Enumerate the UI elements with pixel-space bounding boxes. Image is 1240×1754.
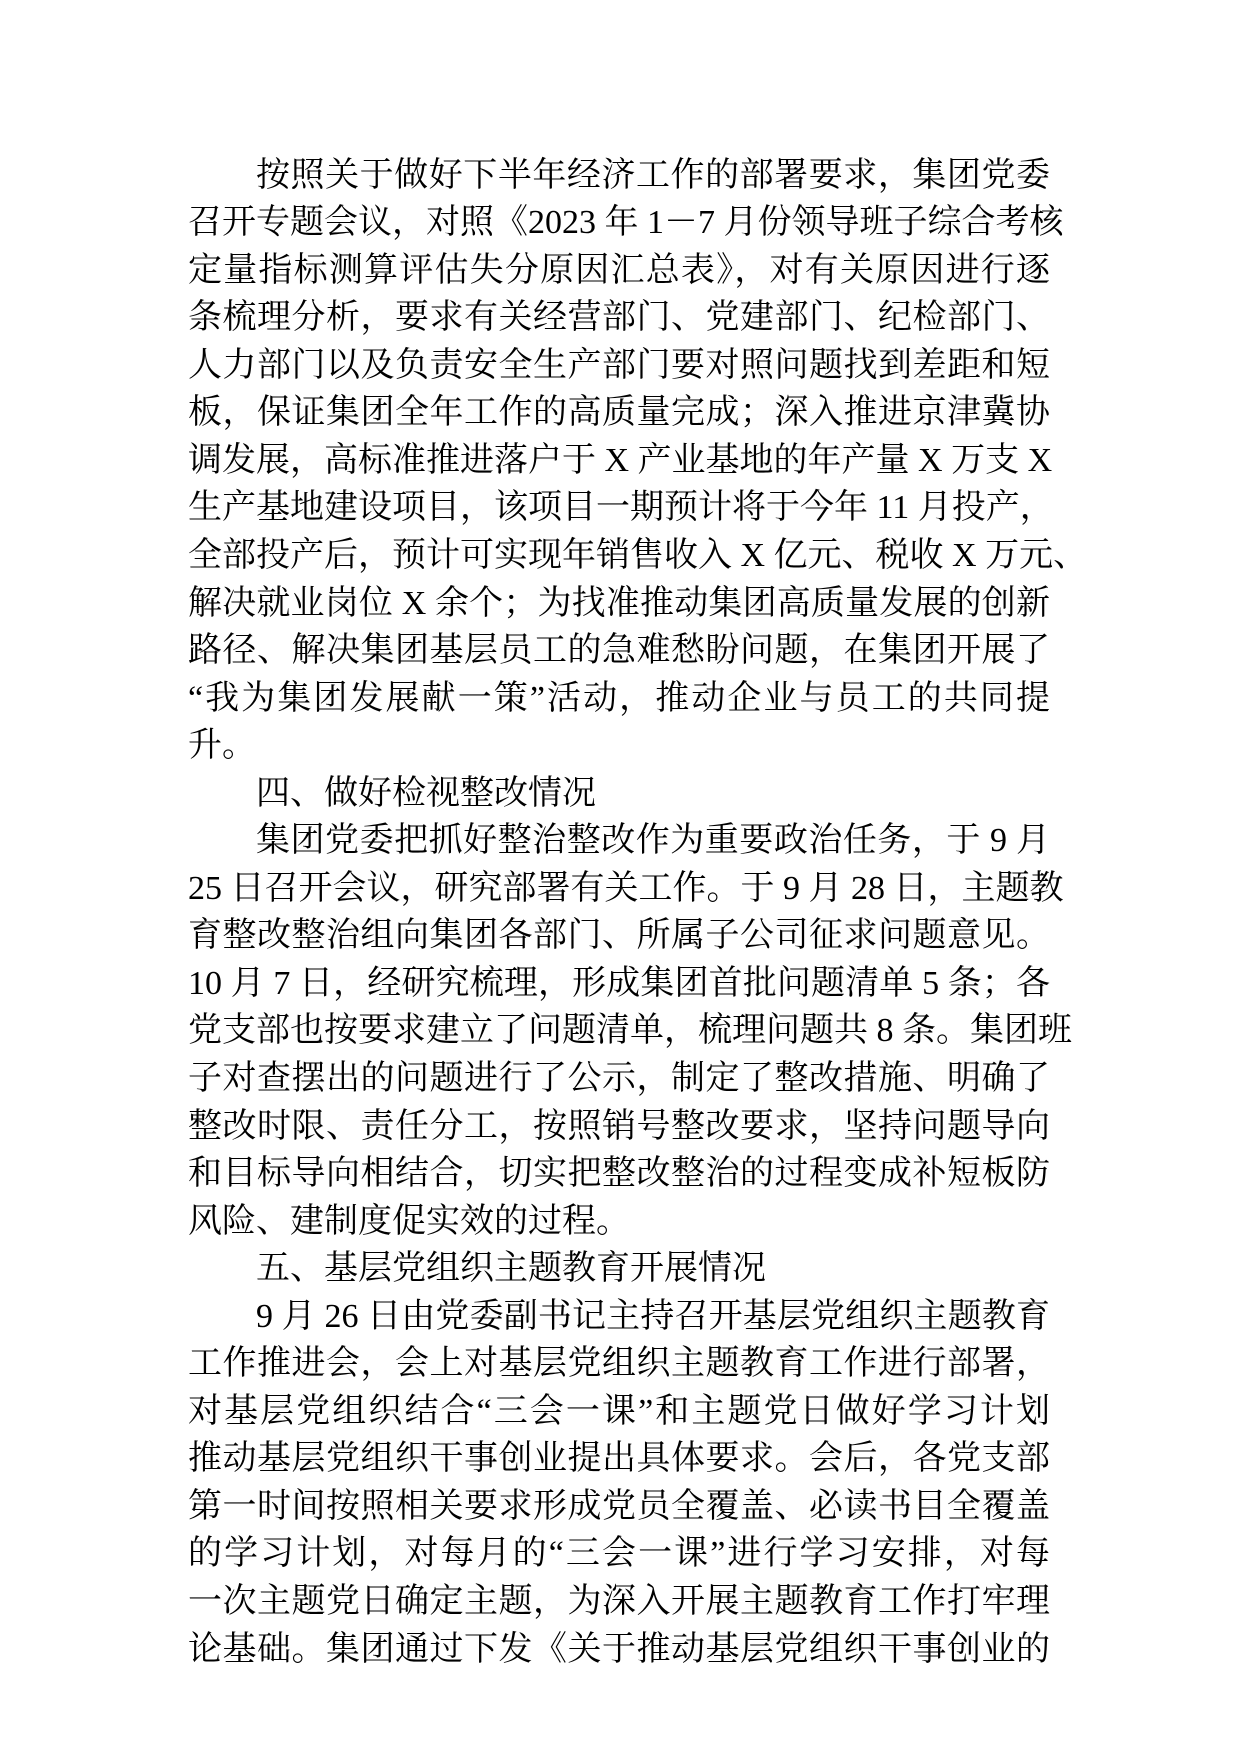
text-line: 全部投产后，预计可实现年销售收入 X 亿元、税收 X 万元、 — [188, 536, 1088, 574]
text-line: 10 月 7 日，经研究梳理，形成集团首批问题清单 5 条；各 — [188, 964, 1050, 1002]
text-line: 和目标导向相结合，切实把整改整治的过程变成补短板防 — [188, 1155, 1050, 1193]
text-line: 第一时间按照相关要求形成党员全覆盖、必读书目全覆盖 — [188, 1487, 1050, 1525]
text-line: 按照关于做好下半年经济工作的部署要求，集团党委 — [256, 156, 1050, 194]
text-line: 生产基地建设项目，该项目一期预计将于今年 11 月投产， — [188, 489, 1054, 527]
text-line: 定量指标测算评估失分原因汇总表》，对有关原因进行逐 — [188, 251, 1050, 289]
text-line: 党支部也按要求建立了问题清单，梳理问题共 8 条。集团班 — [188, 1012, 1072, 1050]
text-line: 集团党委把抓好整治整改作为重要政治任务，于 9 月 — [256, 822, 1050, 860]
text-line: 育整改整治组向集团各部门、所属子公司征求问题意见。 — [188, 917, 1050, 955]
text-line: 整改时限、责任分工，按照销号整改要求，坚持问题导向 — [188, 1107, 1050, 1145]
text-line: 对基层党组织结合“三会一课”和主题党日做好学习计划 — [188, 1392, 1050, 1430]
text-line: 条梳理分析，要求有关经营部门、党建部门、纪检部门、 — [188, 299, 1050, 337]
heading-text: 四、做好检视整改情况 — [256, 774, 596, 812]
document-body — [188, 152, 1088, 1674]
paragraph-body — [188, 817, 1072, 1245]
text-line: 一次主题党日确定主题，为深入开展主题教育工作打牢理 — [188, 1583, 1050, 1620]
text-line: 召开专题会议，对照《2023 年 1－7 月份领导班子综合考核 — [188, 204, 1064, 242]
text-line: 推动基层党组织干事创业提出具体要求。会后，各党支部 — [188, 1440, 1050, 1478]
text-line: 9 月 26 日由党委副书记主持召开基层党组织主题教育 — [256, 1297, 1050, 1335]
text-line: 人力部门以及负责安全生产部门要对照问题找到差距和短 — [188, 346, 1050, 384]
text-line: 风险、建制度促实效的过程。 — [188, 1202, 630, 1240]
text-line: 路径、解决集团基层员工的急难愁盼问题，在集团开展了 — [188, 632, 1050, 670]
text-line: 论基础。集团通过下发《关于推动基层党组织干事创业的 — [188, 1630, 1050, 1668]
text-line: 子对查摆出的问题进行了公示，制定了整改措施、明确了 — [188, 1059, 1050, 1097]
section-heading — [188, 770, 1050, 818]
section-heading — [188, 1245, 1050, 1293]
text-line: “我为集团发展献一策”活动，推动企业与员工的共同提 — [188, 679, 1050, 717]
text-line: 的学习计划，对每月的“三会一课”进行学习安排，对每 — [188, 1535, 1050, 1573]
text-line: 板，保证集团全年工作的高质量完成；深入推进京津冀协 — [188, 394, 1050, 432]
text-line: 调发展，高标准推进落户于 X 产业基地的年产量 X 万支 X — [188, 441, 1053, 479]
paragraph-body — [188, 1293, 1050, 1673]
text-line: 解决就业岗位 X 余个；为找准推动集团高质量发展的创新 — [188, 584, 1050, 622]
text-line: 25 日召开会议，研究部署有关工作。于 9 月 28 日，主题教 — [188, 869, 1064, 907]
paragraph-body — [188, 152, 1088, 770]
text-line: 工作推进会，会上对基层党组织主题教育工作进行部署， — [188, 1345, 1050, 1383]
text-line: 升。 — [188, 727, 256, 765]
heading-text: 五、基层党组织主题教育开展情况 — [256, 1250, 766, 1288]
